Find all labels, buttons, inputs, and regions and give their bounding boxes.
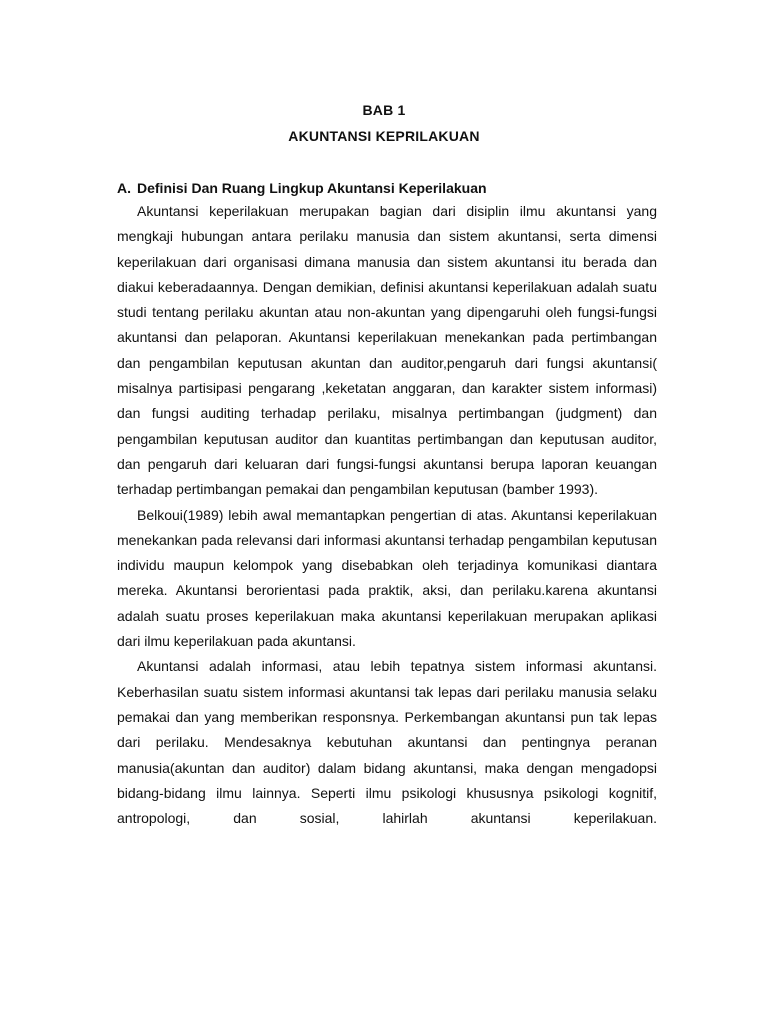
section-title: Definisi Dan Ruang Lingkup Akuntansi Keperilakuan (137, 180, 487, 196)
section-heading (117, 180, 487, 196)
paragraph-1: Akuntansi keperilakuan merupakan bagian dari disiplin ilmu akuntansi yang mengkaji hubungan antara perilaku manusia dan sistem akuntansi, serta dimensi keperilakuan dari organisasi dimana manusia dan sistem akuntansi itu berada dan diakui keberadaannya. Dengan demikian, definisi akuntansi keperilakuan adalah suatu studi tentang perilaku akuntan atau non-akuntan yang dipengaruhi oleh fungsi-fungsi akuntansi dan pelaporan. Akuntansi keperilakuan menekankan pada pertimbangan dan pengambilan keputusan akuntan dan auditor,pengaruh dari fungsi akuntansi( misalnya partisipasi pengarang ,keketatan anggaran, dan karakter sistem informasi) dan fungsi auditing terhadap perilaku, misalnya pertimbangan (judgment) dan pengambilan keputusan auditor dan kuantitas pertimbangan dan keputusan auditor, dan pengaruh dari keluaran dari fungsi-fungsi akuntansi berupa laporan keuangan terhadap pertimbangan pemakai dan pengambilan keputusan (bamber 1993). (117, 203, 657, 498)
chapter-label: BAB 1 (362, 102, 406, 118)
paragraph-3: Akuntansi adalah informasi, atau lebih tepatnya sistem informasi akuntansi. Keberhasilan suatu sistem informasi akuntansi tak lepas dari perilaku manusia selaku pemakai dan yang memberikan responsnya. Perkembangan akuntansi pun tak lepas dari perilaku. Mendesaknya kebutuhan akuntansi dan pentingnya peranan manusia(akuntan dan auditor) dalam bidang akuntansi, maka dengan mengadopsi bidang-bidang ilmu lainnya. Seperti ilmu psikologi khususnya psikologi kognitif, antropologi, dan sosial, lahirlah akuntansi keperilakuan. (117, 658, 657, 827)
paragraph-2: Belkoui(1989) lebih awal memantapkan pengertian di atas. Akuntansi keperilakuan menekankan pada relevansi dari informasi akuntansi terhadap pengambilan keputusan individu maupun kelompok yang disebabkan oleh terjadinya komunikasi diantara mereka. Akuntansi berorientasi pada praktik, aksi, dan perilaku.karena akuntansi adalah suatu proses keperilakuan maka akuntansi keperilakuan merupakan aplikasi dari ilmu keperilakuan pada akuntansi. (117, 506, 657, 650)
body-text (117, 199, 657, 831)
chapter-title: AKUNTANSI KEPRILAKUAN (288, 128, 480, 144)
section-marker: A. (117, 180, 131, 196)
